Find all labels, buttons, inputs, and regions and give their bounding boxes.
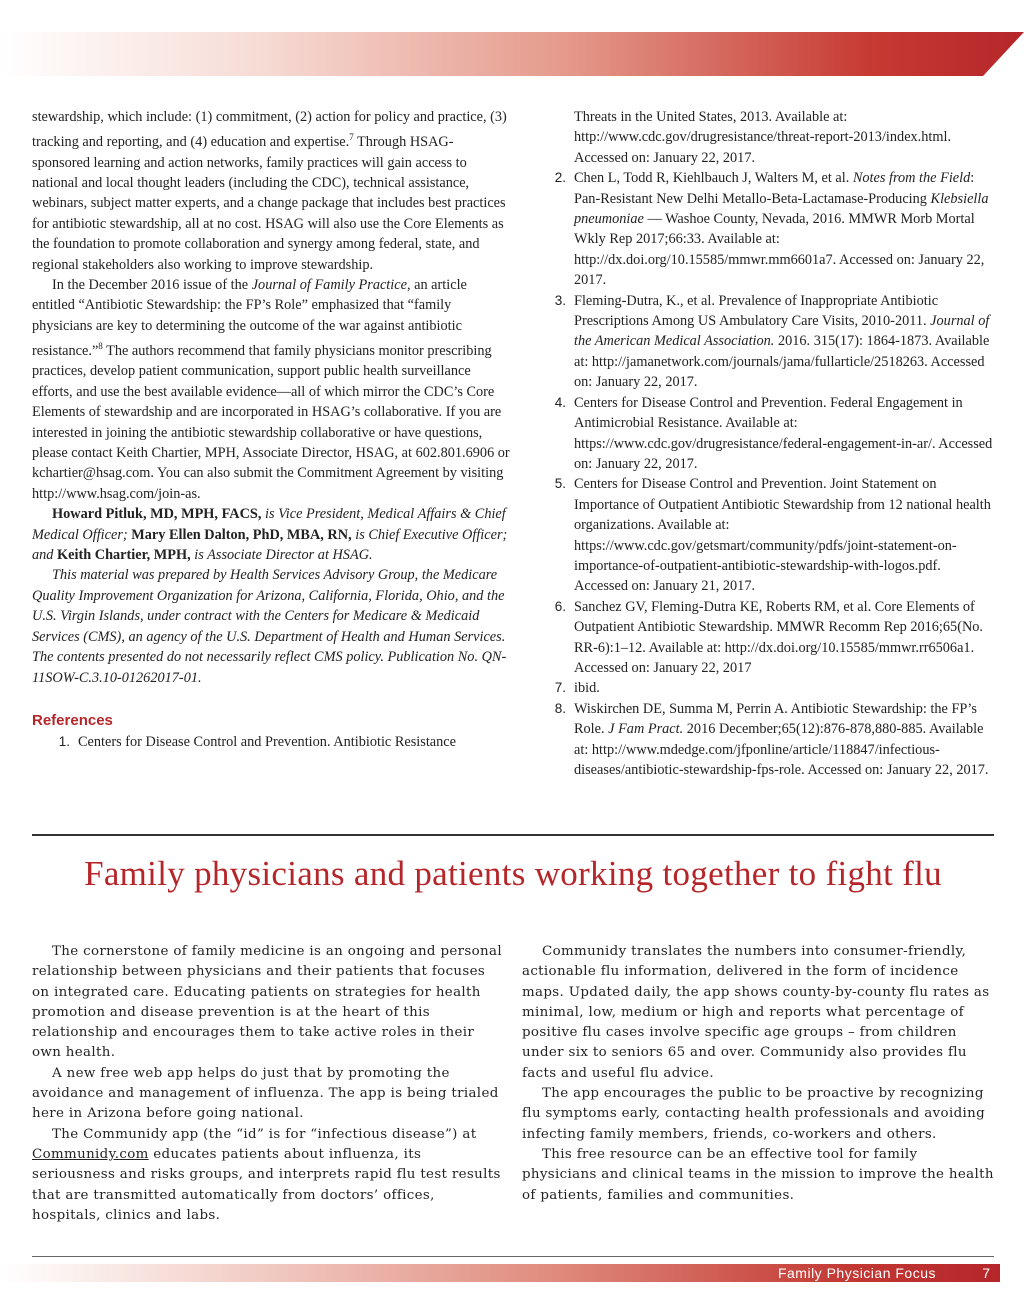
paragraph: The app encourages the public to be proactive by recognizing flu symptoms early, contacting health professionals and avoiding infecting family members, friends, co-workers and others. bbox=[522, 1086, 986, 1142]
reference-item bbox=[528, 678, 996, 698]
section-divider bbox=[32, 834, 994, 836]
article-column-left bbox=[32, 107, 510, 752]
paragraph: Communidy translates the numbers into consumer-friendly, actionable flu information, delivered in the form of incidence maps. Updated daily, the app shows county-by-county flu rates as minimal, low, medium or high and reports what percentage of positive flu cases involve specific age groups – from children under six to seniors 65 and over. Communidy also provides flu facts and useful flu advice. bbox=[522, 944, 990, 1081]
reference-number: 8. bbox=[554, 700, 566, 716]
text: , an article entitled “Antibiotic Stewardship: the FP’s Role” emphasized that “family physicians are key to determining the outcome of the war against antibiotic resistance.” bbox=[32, 277, 467, 359]
author-role: is Chief Executive Officer; and bbox=[32, 526, 508, 564]
text: : Pan-Resistant New Delhi Metallo-Beta-Lactamase-Producing bbox=[574, 170, 975, 207]
text: In the December 2016 issue of the bbox=[52, 277, 252, 294]
reference-number: 7. bbox=[554, 680, 566, 696]
paragraph: This free resource can be an effective tool for family physicians and clinical teams in the mission to improve the health of patients, families and communities. bbox=[522, 1146, 994, 1203]
text: Through HSAG-sponsored learning and action networks, family practices will gain access to national and local thought leaders (including the CDC), technical assistance, webinars, subject matter experts, and a change package that includes best practices for antibiotic stewardship, all at no cost. HSAG will also use the Core Elements as the foundation to promote collaboration and synergy among federal, state, and regional stakeholders also working to improve stewardship. bbox=[32, 134, 506, 273]
paragraph: A new free web app helps do just that by promoting the avoidance and management of influenza. The app is being trialed here in Arizona before going national. bbox=[32, 1065, 499, 1122]
publication-title: Family Physician Focus bbox=[777, 1265, 936, 1281]
communidy-link[interactable]: Communidy.com bbox=[32, 1146, 149, 1162]
disclaimer: This material was prepared by Health Services Advisory Group, the Medicare Quality Improvement Organization for Arizona, California, Florida, Ohio, and the U.S. Virgin Islands, under contract with the Centers for Medicare & Medicaid Services (CMS), an agency of the U.S. Department of Health and Human Services. The contents presented do not necessarily reflect CMS policy. Publication No. QN-11SOW-C.3.10-01262017-01. bbox=[32, 567, 507, 686]
text: J Fam Pract. bbox=[608, 721, 684, 738]
article-column-right bbox=[528, 107, 996, 780]
text: The authors recommend that family physicians monitor prescribing practices, develop patient communication, support public health surveillance efforts, and use the best available evidence—all of which mirror the CDC’s Core Elements of stewardship and are incorporated in HSAG’s collaborative. If you are interested in joining the antibiotic stewardship collaborative or have questions, please contact Keith Chartier, MPH, Associate Director, HSAG, at 602.801.6906 or kchartier@hsag.com. You can also submit the Commitment Agreement by visiting http://www.hsag.com/join-as. bbox=[32, 343, 510, 502]
author-name: Keith Chartier, MPH, bbox=[57, 547, 191, 564]
reference-text bbox=[574, 291, 996, 393]
journal-title: Journal of Family Practice bbox=[251, 277, 407, 294]
paragraph: The cornerstone of family medicine is an ongoing and personal relationship between physicians and their patients that focuses on integrated care. Educating patients on strategies for health promotion and disease prevention is at the heart of this relationship and encourages them to take active roles in their own health. bbox=[32, 944, 502, 1061]
reference-number: 2. bbox=[554, 170, 566, 186]
text: — Washoe County, Nevada, 2016. MMWR Morb Mortal Wkly Rep 2017;66:33. Available at: http://dx.doi.org/10.15585/mmwr.mm6601a7. Accessed on: January 22, 2017. bbox=[574, 211, 985, 289]
header-decorative-band bbox=[0, 32, 1024, 76]
references-heading: References bbox=[32, 711, 113, 729]
text: Wiskirchen DE, Summa M, Perrin A. Antibiotic Stewardship: the FP’s Role. bbox=[574, 700, 977, 738]
text: 2016. 315(17): 1864-1873. Available at: http://jamanetwork.com/journals/jama/fullarticle/2518263. Accessed on: January 22, 2017. bbox=[574, 333, 990, 391]
paragraph bbox=[32, 107, 510, 275]
reference-text: ibid. bbox=[574, 680, 600, 697]
reference-number: 5. bbox=[554, 476, 566, 492]
reference-text: Threats in the United States, 2013. Available at: http://www.cdc.gov/drugresistance/threat-report-2013/index.html. Accessed on: January 22, 2017. bbox=[574, 109, 952, 166]
footer-divider bbox=[32, 1256, 994, 1257]
reference-item bbox=[32, 732, 510, 752]
reference-item bbox=[528, 291, 996, 393]
author-bio bbox=[32, 504, 510, 565]
author-name: Mary Ellen Dalton, PhD, MBA, RN, bbox=[131, 526, 352, 543]
footnote-ref: 8 bbox=[98, 341, 103, 352]
author-name: Howard Pitluk, MD, MPH, FACS, bbox=[52, 506, 262, 523]
text: Fleming-Dutra, K., et al. Prevalence of Inappropriate Antibiotic Prescriptions Among US Ambulatory Care Visits, 2010-2011. bbox=[574, 292, 939, 330]
text: 2016 December;65(12):876-878,880-885. Available at: http://www.mdedge.com/jfponline/article/118847/infectious-diseases/antibiotic-stewardship-fps-role. Accessed on: January 22, 2017. bbox=[574, 721, 989, 778]
reference-text: Centers for Disease Control and Prevention. Federal Engagement in Antimicrobial Resistance. Available at: https://www.cdc.gov/drugresistance/federal-engagement-in-ar/. Accessed on: January 22, 2017. bbox=[574, 394, 993, 472]
reference-item bbox=[528, 107, 996, 168]
reference-item bbox=[528, 597, 996, 679]
page-number: 7 bbox=[982, 1265, 990, 1281]
paragraph bbox=[32, 275, 510, 504]
reference-item bbox=[528, 393, 996, 475]
article2-column-right bbox=[522, 942, 996, 1206]
text: Klebsiella pneumoniae bbox=[574, 190, 989, 228]
reference-text bbox=[574, 168, 996, 290]
reference-text: Centers for Disease Control and Prevention. Joint Statement on Importance of Outpatient Antibiotic Stewardship from 12 national health organizations. Available at: https://www.cdc.gov/getsmart/community/pdfs/joint-statement-on-importance-of-outpatient-antibiotic-stewardship-with-logos.pdf. Accessed on: January 21, 2017. bbox=[574, 476, 991, 595]
reference-number: 6. bbox=[554, 598, 566, 614]
author-role: is Associate Director at HSAG. bbox=[190, 547, 373, 564]
reference-text bbox=[574, 699, 996, 781]
footnote-ref: 7 bbox=[349, 132, 354, 143]
reference-text: Centers for Disease Control and Prevention. Antibiotic Resistance bbox=[78, 733, 456, 750]
text: educates patients about influenza, its seriousness and risks groups, and interprets rapid flu test results that are transmitted automatically from doctors’ offices, hospitals, clinics and labs. bbox=[32, 1146, 501, 1223]
text: Chen L, Todd R, Kiehlbauch J, Walters M, et al. bbox=[574, 170, 853, 187]
text: Notes from the Field bbox=[852, 170, 971, 187]
reference-number: 1. bbox=[58, 733, 70, 749]
article-headline: Family physicians and patients working together to fight flu bbox=[84, 854, 942, 893]
reference-text: Sanchez GV, Fleming-Dutra KE, Roberts RM, et al. Core Elements of Outpatient Antibiotic Stewardship. MMWR Recomm Rep 2016;65(No. RR-6):1–12. Available at: http://dx.doi.org/10.15585/mmwr.rr6506a1. Accessed on: January 22, 2017 bbox=[574, 598, 984, 676]
text: stewardship, which include: (1) commitment, (2) action for policy and practice, (3) tracking and reporting, and (4) education and expertise. bbox=[32, 109, 507, 151]
text: The Communidy app (the “id” is for “infectious disease”) at bbox=[52, 1126, 477, 1142]
reference-number: 4. bbox=[554, 394, 566, 410]
reference-item bbox=[528, 699, 996, 781]
reference-item bbox=[528, 168, 996, 290]
article2-column-left bbox=[32, 942, 502, 1226]
reference-item bbox=[528, 474, 996, 596]
text: Journal of the American Medical Association. bbox=[574, 313, 990, 350]
paragraph bbox=[32, 1125, 502, 1226]
author-role: is Vice President, Medical Affairs & Chief Medical Officer; bbox=[32, 506, 506, 543]
reference-number: 3. bbox=[554, 292, 566, 308]
